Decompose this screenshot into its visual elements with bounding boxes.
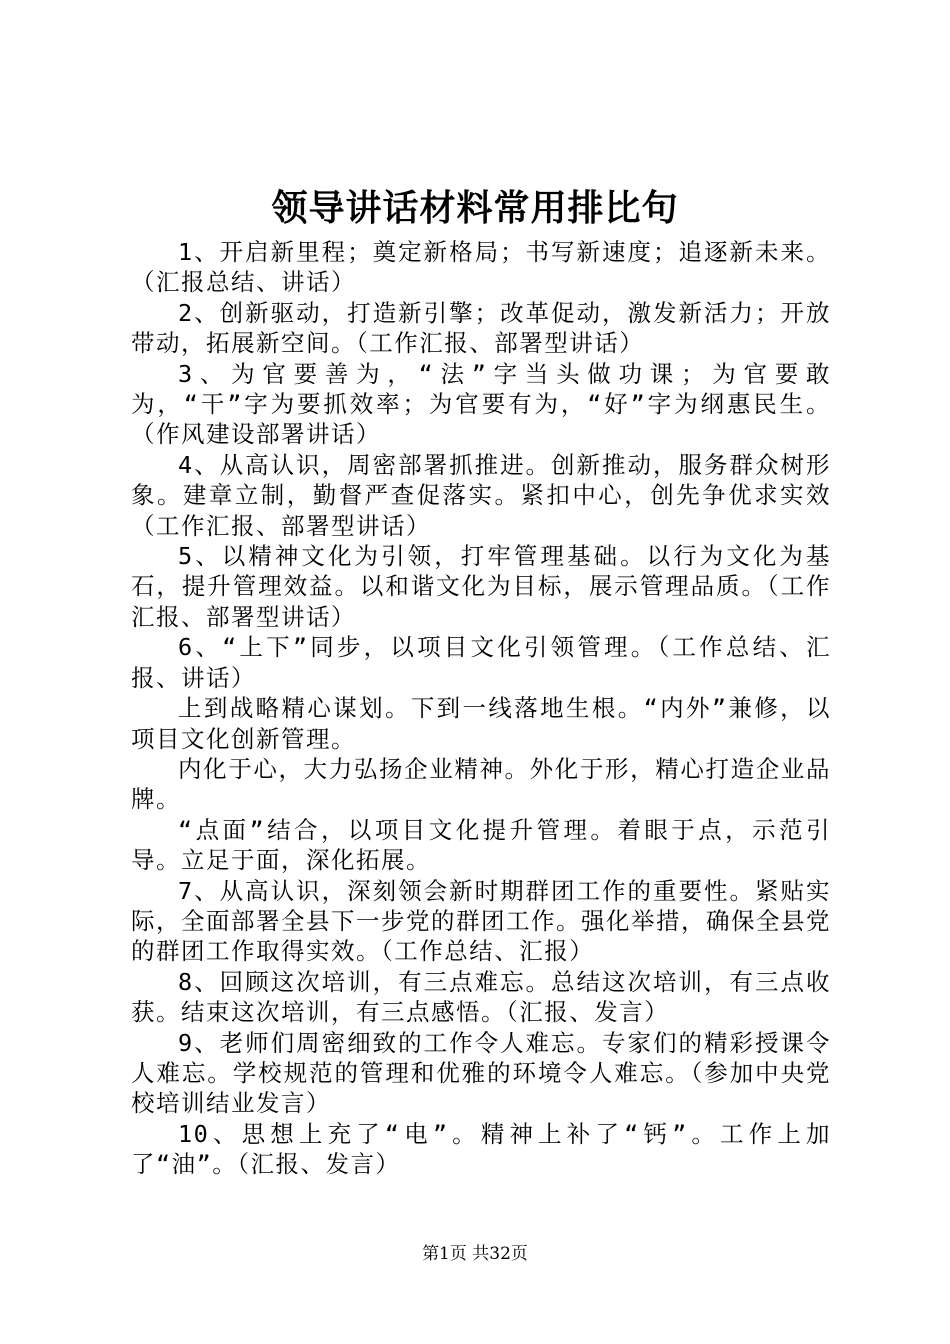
document-body xyxy=(131,237,831,1180)
paragraph-7: 7、从高认识，深刻领会新时期群团工作的重要性。紧贴实际，全面部署全县下一步党的群团工作。强化举措，确保全县党的群团工作取得实效。（工作总结、汇报） xyxy=(131,876,831,966)
paragraph-1: 1、开启新里程；奠定新格局；书写新速度；追逐新未来。（汇报总结、讲话） xyxy=(131,238,831,297)
paragraph-6-sub-3: “点面”结合，以项目文化提升管理。着眼于点，示范引导。立足于面，深化拓展。 xyxy=(131,815,831,875)
paragraph-6-sub-2: 内化于心，大力弘扬企业精神。外化于形，精心打造企业品牌。 xyxy=(131,754,831,814)
paragraph-10: 10、思想上充了“电”。精神上补了“钙”。工作上加了“油”。（汇报、发言） xyxy=(131,1119,831,1179)
paragraph-9: 9、老师们周密细致的工作令人难忘。专家们的精彩授课令人难忘。学校规范的管理和优雅的环境令人难忘。（参加中央党校培训结业发言） xyxy=(131,1028,831,1118)
paragraph-2: 2、创新驱动，打造新引擎；改革促动，激发新活力；开放带动，拓展新空间。（工作汇报、部署型讲话） xyxy=(131,298,831,358)
paragraph-3: 3、为官要善为，“法”字当头做功课；为官要敢为，“干”字为要抓效率；为官要有为，“好”字为纲惠民生。（作风建设部署讲话） xyxy=(131,359,831,449)
page-title: 领导讲话材料常用排比句 xyxy=(271,187,679,229)
paragraph-6: 6、“上下”同步，以项目文化引领管理。（工作总结、汇报、讲话） xyxy=(131,633,831,692)
paragraph-6-sub-1: 上到战略精心谋划。下到一线落地生根。“内外”兼修，以项目文化创新管理。 xyxy=(131,694,831,753)
paragraph-8: 8、回顾这次培训，有三点难忘。总结这次培训，有三点收获。结束这次培训，有三点感悟。（汇报、发言） xyxy=(131,967,831,1027)
paragraph-5: 5、以精神文化为引领，打牢管理基础。以行为文化为基石，提升管理效益。以和谐文化为目标，展示管理品质。（工作汇报、部署型讲话） xyxy=(131,542,831,631)
paragraph-4: 4、从高认识，周密部署抓推进。创新推动，服务群众树形象。建章立制，勤督严查促落实。紧扣中心，创先争优求实效（工作汇报、部署型讲话） xyxy=(131,450,831,540)
page-footer: 第1页 共32页 xyxy=(422,1244,528,1264)
